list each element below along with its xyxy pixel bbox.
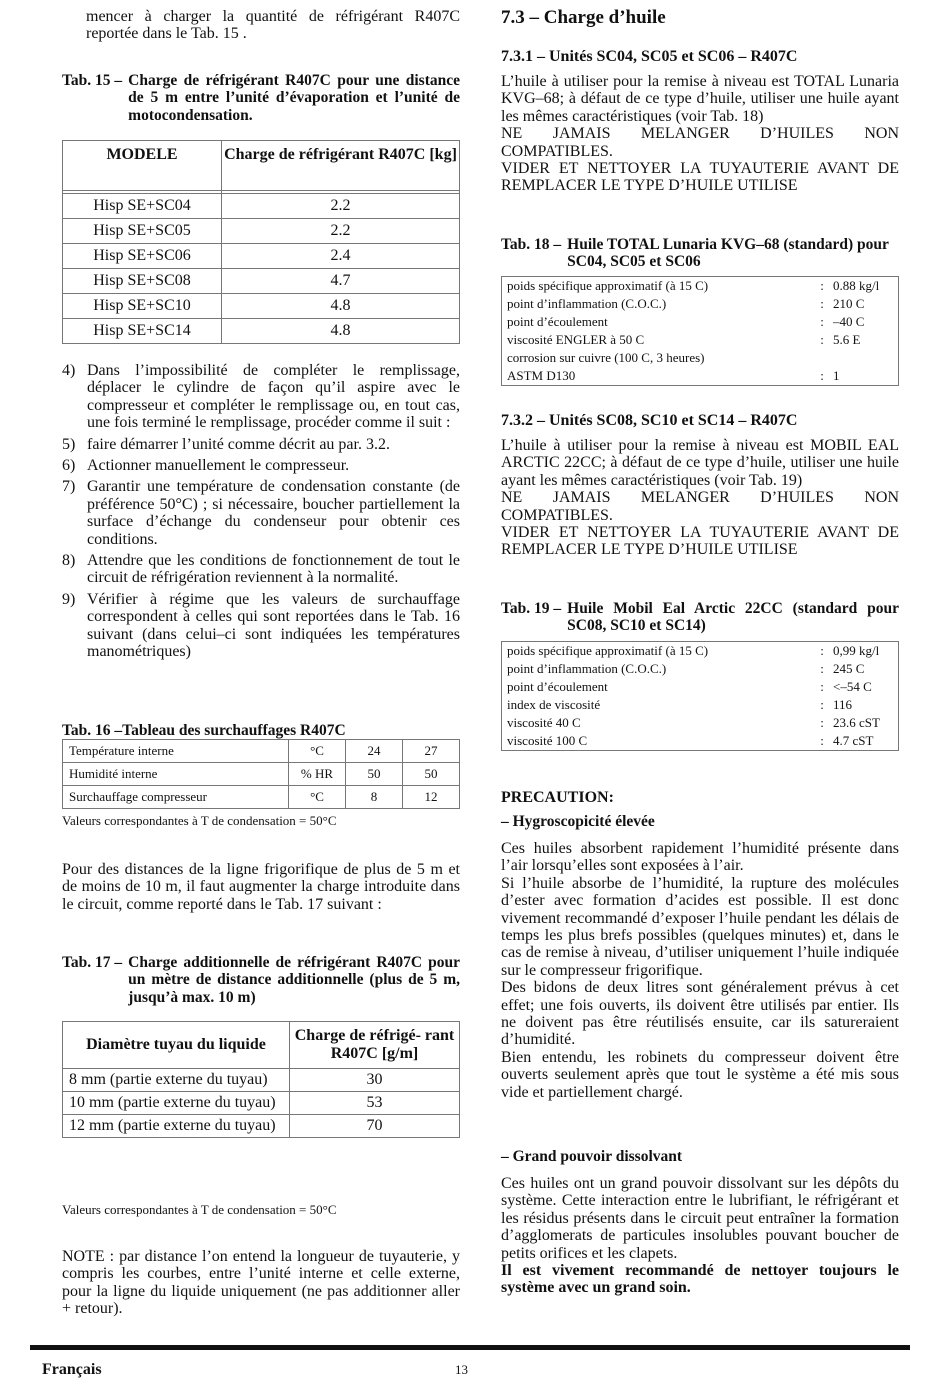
tab15-caption [62, 72, 460, 124]
table-cell: point d’écoulement [507, 314, 608, 329]
table-cell: 53 [290, 1092, 460, 1115]
tab17-caption-label: Tab. 17 – [62, 954, 123, 971]
table-cell: 1 [833, 368, 840, 383]
table-cell: Température interne [63, 740, 289, 763]
table-row [502, 349, 899, 367]
warning-text: NE JAMAIS MELANGER D’HUILES NON COMPATIBLES. [501, 125, 899, 160]
table-cell: Hisp SE+SC04 [63, 194, 222, 219]
tab19-caption-label: Tab. 19 – [501, 600, 562, 617]
table-cell: : [820, 661, 824, 676]
table-cell: 23.6 cST [833, 715, 880, 730]
page-number: 13 [455, 1362, 468, 1377]
table-cell: poids spécifique approximatif (à 15 C) [507, 278, 709, 293]
solvent-body [501, 1175, 899, 1297]
table-cell: corrosion sur cuivre (100 C, 3 heures) [507, 350, 705, 365]
table-header: Charge de réfrigé- rant R407C [g/m] [290, 1022, 460, 1069]
list-item [62, 457, 460, 474]
table-cell: <–54 C [833, 679, 872, 694]
list-item [62, 362, 460, 432]
table-cell: : [820, 643, 824, 658]
section-7-3-1-text: L’huile à utiliser pour la remise à niveau est TOTAL Lunaria KVG–68; à défaut de ce type d’huile, utiliser une huile ayant les mêmes caractéristiques (voir Tab. 18) [501, 73, 899, 125]
section-7-3-2-body [501, 437, 899, 559]
tab17-caption-text: Charge additionnelle de réfrigérant R407C pour un mètre de distance additionnelle (plus de 5 m, jusqu’à max. 10 m) [128, 954, 460, 1006]
table-row [63, 319, 460, 344]
table-cell: Hisp SE+SC10 [63, 294, 222, 319]
section-heading-7-3-1: 7.3.1 – Unités SC04, SC05 et SC06 – R407C [501, 48, 798, 65]
table-row [63, 294, 460, 319]
table-row [63, 740, 460, 763]
section-7-3-1-body [501, 73, 899, 195]
table-row [502, 732, 899, 751]
table-row [63, 194, 460, 219]
table-cell: 4.8 [222, 294, 460, 319]
table-cell: % HR [289, 763, 346, 786]
table-cell: viscosité 100 C [507, 733, 588, 748]
paragraph: Des bidons de deux litres sont généralement prévus à cet effet; une fois ouverts, ils doivent être utilisés par entier. Ils ne doivent pas être réutilisés ensuite, car ils satureraient d’humidité. [501, 979, 899, 1049]
paragraph: Ces huiles ont un grand pouvoir dissolvant sur les dépôts du système. Cette interaction entre le lubrifiant, le réfrigérant et les résidus présents dans le circuit peut entraîner la formation d’agglomerats de particules insolubles pouvant boucher de petits orifices et les clapets. [501, 1175, 899, 1262]
table-cell: point d’inflammation (C.O.C.) [507, 661, 667, 676]
table-row [502, 331, 899, 349]
note-paragraph: NOTE : par distance l’on entend la longueur de tuyauterie, y compris les courbes, entre l’unité interne et celle externe, pour la ligne du liquide uniquement (ne pas additionner aller + retour). [62, 1248, 460, 1318]
table-row [502, 277, 899, 296]
table-cell: Surchauffage compresseur [63, 786, 289, 809]
table-cell: : [820, 715, 824, 730]
table-cell: : [820, 314, 824, 329]
tab19-caption-text: Huile Mobil Eal Arctic 22CC (standard pour SC08, SC10 et SC14) [567, 600, 899, 635]
table-cell: point d’écoulement [507, 679, 608, 694]
table-cell: ASTM D130 [507, 368, 576, 383]
warning-text: NE JAMAIS MELANGER D’HUILES NON COMPATIBLES. [501, 489, 899, 524]
list-number: 7) [62, 478, 76, 496]
tab17-caption [62, 954, 460, 1006]
table-cell: viscosité ENGLER à 50 C [507, 332, 645, 347]
table-cell: 50 [346, 763, 403, 786]
warning-text: VIDER ET NETTOYER LA TUYAUTERIE AVANT DE REMPLACER LE TYPE D’HUILE UTILISE [501, 524, 899, 559]
table-cell: Hisp SE+SC14 [63, 319, 222, 344]
table-row [502, 642, 899, 661]
footer-rule [30, 1345, 910, 1350]
list-number: 9) [62, 590, 76, 608]
tab19-table [501, 641, 899, 751]
table-cell: Humidité interne [63, 763, 289, 786]
table-row [502, 295, 899, 313]
table-cell: 8 mm (partie externe du tuyau) [63, 1069, 290, 1092]
tab18-table [501, 276, 899, 386]
table-cell: poids spécifique approximatif (à 15 C) [507, 643, 709, 658]
tab16-table [62, 739, 460, 809]
table-cell: : [820, 296, 824, 311]
tab19-caption [501, 600, 899, 635]
table-row [63, 1092, 460, 1115]
tab16-caption: Tab. 16 –Tableau des surchauffages R407C [62, 722, 346, 739]
table-cell: 116 [833, 697, 853, 712]
table-cell: 0,99 kg/l [833, 643, 880, 658]
table-cell: 10 mm (partie externe du tuyau) [63, 1092, 290, 1115]
tab17-note: Valeurs correspondantes à T de condensation = 50°C [62, 1202, 337, 1217]
tab18-caption [501, 236, 899, 271]
table-row [63, 786, 460, 809]
table-cell: 0.88 kg/l [833, 278, 880, 293]
list-text: Garantir une température de condensation constante (de préférence 50°C) ; si nécessaire, boucher partiellement la surface d’échange du condenseur pour obtenir ces conditions. [87, 478, 460, 548]
table-cell: : [820, 278, 824, 293]
table-header-row [63, 1022, 460, 1069]
table-cell: 70 [290, 1115, 460, 1138]
table-row [63, 244, 460, 269]
tab16-note: Valeurs correspondantes à T de condensation = 50°C [62, 813, 337, 828]
list-text: Actionner manuellement le compresseur. [87, 457, 350, 475]
table-header: Charge de réfrigérant R407C [kg] [222, 141, 460, 191]
table-cell: 2.2 [222, 194, 460, 219]
table-cell [816, 349, 828, 367]
table-cell: 2.4 [222, 244, 460, 269]
warning-text: VIDER ET NETTOYER LA TUYAUTERIE AVANT DE REMPLACER LE TYPE D’HUILE UTILISE [501, 160, 899, 195]
table-header: Diamètre tuyau du liquide [63, 1022, 290, 1069]
solvent-heading: – Grand pouvoir dissolvant [501, 1148, 683, 1165]
table-cell: index de viscosité [507, 697, 601, 712]
list-text: faire démarrer l’unité comme décrit au par. 3.2. [87, 435, 390, 453]
tab15-caption-label: Tab. 15 – [62, 72, 123, 89]
paragraph-bold: Il est vivement recommandé de nettoyer toujours le système avec un grand soin. [501, 1262, 899, 1297]
table-cell: : [820, 332, 824, 347]
table-cell: 12 [403, 786, 460, 809]
table-row [502, 678, 899, 696]
precaution-heading: PRECAUTION: [501, 789, 614, 806]
table-cell: : [820, 368, 824, 383]
table-cell: 2.2 [222, 219, 460, 244]
tab17-table [62, 1021, 460, 1138]
table-cell: 4.7 [222, 269, 460, 294]
table-cell: point d’inflammation (C.O.C.) [507, 296, 667, 311]
table-cell: –40 C [833, 314, 865, 329]
list-item [62, 552, 460, 587]
table-cell: 210 C [833, 296, 865, 311]
table-cell: Hisp SE+SC08 [63, 269, 222, 294]
paragraph: Ces huiles absorbent rapidement l’humidité présente dans l’air lorsqu’elles sont exposées à l’air. [501, 840, 899, 875]
table-cell: 245 C [833, 661, 865, 676]
table-cell: 4.7 cST [833, 733, 874, 748]
table-cell: Hisp SE+SC05 [63, 219, 222, 244]
table-row [502, 660, 899, 678]
intro-text: mencer à charger la quantité de réfrigérant R407C reportée dans le Tab. 15 . [86, 8, 460, 43]
table-cell: 50 [403, 763, 460, 786]
tab18-caption-text: Huile TOTAL Lunaria KVG–68 (standard) pour SC04, SC05 et SC06 [567, 236, 889, 271]
table-cell: : [820, 697, 824, 712]
table-cell: : [820, 733, 824, 748]
section-heading-7-3: 7.3 – Charge d’huile [501, 7, 666, 28]
paragraph: Si l’huile absorbe de l’humidité, la rupture des molécules d’ester avec formation d’acides est possible. Il est donc vivement recommandé d’exposer l’huile pendant les délais de temps les plus brefs possibles (quelques minutes) et, dans le cas de remise à niveau, d’utiliser uniquement l’huile indiquée sur le compresseur frigorifique. [501, 874, 899, 979]
table-cell: : [820, 679, 824, 694]
list-text: Dans l’impossibilité de compléter le remplissage, déplacer le cylindre de façon qu’il aspire avec le compresseur et compléter le remplissage ou, en tout cas, une fois terminé le remplissage, procéder comme il suit : [87, 362, 460, 432]
table-row [63, 1069, 460, 1092]
table-row [63, 763, 460, 786]
list-number: 6) [62, 457, 76, 475]
tab15-caption-text: Charge de réfrigérant R407C pour une distance de 5 m entre l’unité d’évaporation et l’unité de motocondensation. [128, 72, 460, 124]
list-number: 5) [62, 435, 76, 453]
list-item [62, 436, 460, 453]
table-header-row [63, 141, 460, 191]
section-7-3-2-text: L’huile à utiliser pour la remise à niveau est MOBIL EAL ARCTIC 22CC; à défaut de ce type d’huile, utiliser une huile ayant les mêmes caractéristiques (voir Tab. 19) [501, 437, 899, 489]
list-number: 8) [62, 552, 76, 570]
table-cell: 8 [346, 786, 403, 809]
table-row [502, 714, 899, 732]
table-cell [828, 349, 899, 367]
section-heading-7-3-2: 7.3.2 – Unités SC08, SC10 et SC14 – R407C [501, 412, 798, 429]
table-row [502, 696, 899, 714]
table-cell: °C [289, 740, 346, 763]
list-item [62, 591, 460, 661]
table-cell: 24 [346, 740, 403, 763]
list-text: Vérifier à régime que les valeurs de surchauffage correspondent à celles qui sont reportées dans le Tab. 16 suivant (dans celui–ci sont indiquées les températures manométriques) [87, 590, 460, 661]
footer-language: Français [42, 1361, 102, 1378]
list-number: 4) [62, 362, 76, 379]
paragraph: Bien entendu, les robinets du compresseur doivent être ouverts seulement après que tout le système a été mis sous vide et partiellement chargé. [501, 1048, 899, 1101]
table-row [502, 367, 899, 386]
table-row [63, 1115, 460, 1138]
table-row [63, 219, 460, 244]
list-item [62, 478, 460, 548]
table-cell: viscosité 40 C [507, 715, 581, 730]
tab15-table [62, 140, 460, 344]
tab18-caption-label: Tab. 18 – [501, 236, 562, 253]
list-text: Attendre que les conditions de fonctionnement de tout le circuit de réfrigération reviennent à la normalité. [87, 552, 460, 587]
table-row [502, 313, 899, 331]
hygroscopicity-heading: – Hygroscopicité élevée [501, 813, 655, 830]
table-cell: 4.8 [222, 319, 460, 344]
table-cell: 27 [403, 740, 460, 763]
table-cell: Hisp SE+SC06 [63, 244, 222, 269]
steps-list [62, 362, 460, 665]
hygroscopicity-body [501, 840, 899, 1101]
table-cell: 30 [290, 1069, 460, 1092]
table-header: MODELE [63, 141, 222, 191]
table-cell: 12 mm (partie externe du tuyau) [63, 1115, 290, 1138]
table-cell: °C [289, 786, 346, 809]
distance-paragraph: Pour des distances de la ligne frigorifique de plus de 5 m et de moins de 10 m, il faut augmenter la charge introduite dans le circuit, comme reporté dans le Tab. 17 suivant : [62, 861, 460, 913]
table-row [63, 269, 460, 294]
table-cell: 5.6 E [833, 332, 861, 347]
